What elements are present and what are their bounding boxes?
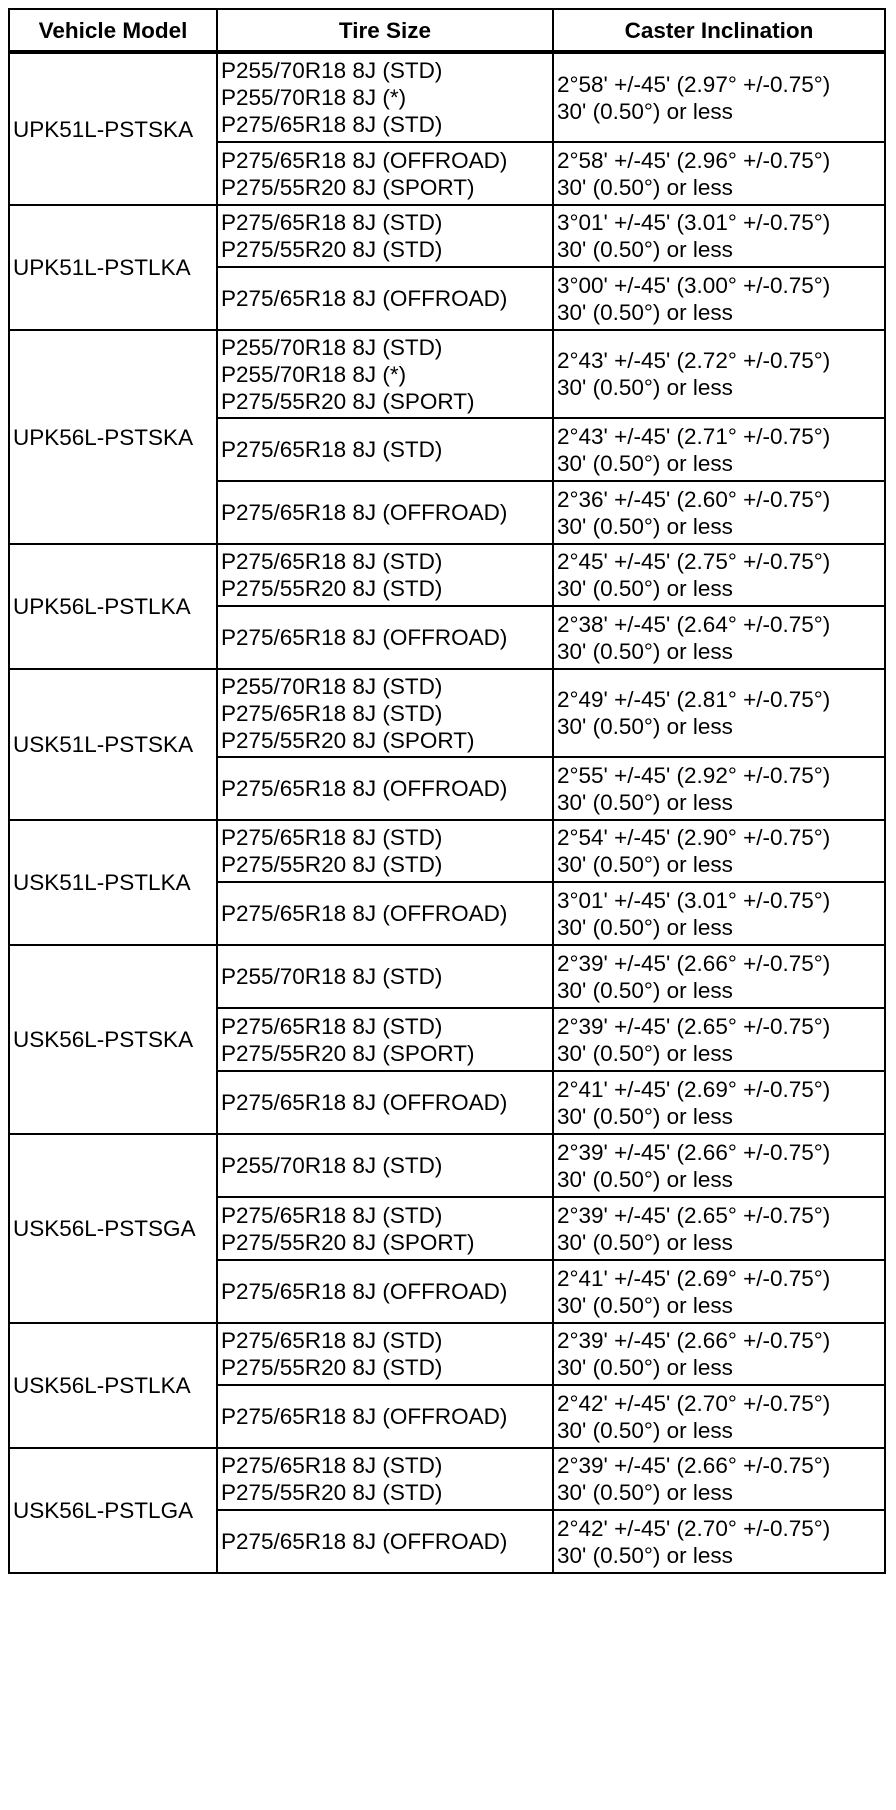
caster-inclination-cell [553,882,885,945]
tire-size-line: P275/65R18 8J (OFFROAD) [221,776,508,801]
caster-value-line: 2°49' +/-45' (2.81° +/-0.75°) [557,687,831,712]
tire-size-line: P255/70R18 8J (STD) [221,1153,443,1178]
caster-spec-table [8,8,886,1574]
header-tire-size: Tire Size [217,9,553,52]
tire-size-line: P275/55R20 8J (SPORT) [221,1229,475,1255]
caster-inclination-cell [553,52,885,142]
tire-size-line: P275/65R18 8J (STD) [221,1202,443,1228]
tire-size-line: P275/65R18 8J (STD) [221,1453,443,1478]
caster-inclination-cell [553,267,885,330]
tire-size-line: P275/65R18 8J (OFFROAD) [221,500,508,525]
tire-size-line: P255/70R18 8J (*) [221,361,407,387]
caster-inclination-cell [553,205,885,267]
tire-size-line: P255/70R18 8J (*) [221,85,407,110]
caster-value-line: 3°00' +/-45' (3.00° +/-0.75°) [557,272,831,298]
caster-tolerance-line: 30' (0.50°) or less [557,977,733,1003]
header-caster-inclination: Caster Inclination [553,9,885,52]
tire-size-line: P275/55R20 8J (STD) [221,1480,443,1505]
tire-size-line: P275/65R18 8J (STD) [221,1328,443,1353]
tire-size-cell [217,330,553,418]
vehicle-model-cell: USK56L-PSTSKA [9,945,217,1134]
caster-value-line: 2°54' +/-45' (2.90° +/-0.75°) [557,825,831,850]
tire-size-cell [217,882,553,945]
tire-size-line: P275/65R18 8J (STD) [221,437,443,462]
document-page [8,8,884,1574]
tire-size-cell [217,820,553,882]
caster-inclination-cell [553,757,885,820]
caster-tolerance-line: 30' (0.50°) or less [557,375,733,400]
caster-inclination-cell [553,1260,885,1323]
caster-value-line: 2°36' +/-45' (2.60° +/-0.75°) [557,486,831,512]
caster-value-line: 3°01' +/-45' (3.01° +/-0.75°) [557,210,831,235]
tire-size-cell [217,757,553,820]
tire-size-line: P275/55R20 8J (SPORT) [221,388,475,414]
tire-size-cell [217,544,553,606]
caster-value-line: 2°42' +/-45' (2.70° +/-0.75°) [557,1390,831,1416]
tire-size-line: P275/65R18 8J (STD) [221,825,443,850]
table-row [9,945,885,1008]
caster-tolerance-line: 30' (0.50°) or less [557,789,733,815]
tire-size-cell [217,1260,553,1323]
caster-value-line: 2°43' +/-45' (2.71° +/-0.75°) [557,423,831,449]
caster-tolerance-line: 30' (0.50°) or less [557,1292,733,1318]
tire-size-line: P275/55R20 8J (STD) [221,576,443,601]
caster-inclination-cell [553,544,885,606]
tire-size-line: P275/55R20 8J (SPORT) [221,1040,475,1066]
tire-size-line: P275/65R18 8J (STD) [221,549,443,574]
tire-size-cell [217,1071,553,1134]
caster-tolerance-line: 30' (0.50°) or less [557,914,733,940]
tire-size-cell [217,606,553,669]
caster-inclination-cell [553,1448,885,1510]
tire-size-line: P275/55R20 8J (STD) [221,1355,443,1380]
caster-inclination-cell [553,1008,885,1071]
tire-size-line: P275/55R20 8J (SPORT) [221,174,475,200]
tire-size-line: P275/55R20 8J (STD) [221,852,443,877]
caster-tolerance-line: 30' (0.50°) or less [557,450,733,476]
tire-size-line: P275/55R20 8J (STD) [221,237,443,262]
tire-size-line: P275/65R18 8J (OFFROAD) [221,147,508,173]
caster-inclination-cell [553,330,885,418]
caster-inclination-cell [553,1197,885,1260]
vehicle-model-cell: USK51L-PSTLKA [9,820,217,945]
table-row [9,330,885,418]
caster-value-line: 2°43' +/-45' (2.72° +/-0.75°) [557,348,831,373]
header-row [9,9,885,52]
caster-tolerance-line: 30' (0.50°) or less [557,1229,733,1255]
tire-size-cell [217,1008,553,1071]
caster-value-line: 3°01' +/-45' (3.01° +/-0.75°) [557,887,831,913]
vehicle-model-cell: USK56L-PSTSGA [9,1134,217,1323]
caster-inclination-cell [553,1385,885,1448]
caster-tolerance-line: 30' (0.50°) or less [557,1166,733,1192]
caster-value-line: 2°39' +/-45' (2.66° +/-0.75°) [557,1328,831,1353]
tire-size-line: P275/65R18 8J (OFFROAD) [221,1090,508,1115]
caster-value-line: 2°39' +/-45' (2.66° +/-0.75°) [557,1139,831,1165]
caster-tolerance-line: 30' (0.50°) or less [557,299,733,325]
tire-size-cell [217,52,553,142]
table-body [9,52,885,1573]
tire-size-line: P255/70R18 8J (STD) [221,58,443,83]
table-row [9,1134,885,1197]
tire-size-line: P255/70R18 8J (STD) [221,334,443,360]
caster-inclination-cell [553,1510,885,1573]
caster-inclination-cell [553,481,885,544]
tire-size-cell [217,1448,553,1510]
tire-size-line: P275/65R18 8J (OFFROAD) [221,1404,508,1429]
caster-inclination-cell [553,669,885,757]
caster-tolerance-line: 30' (0.50°) or less [557,513,733,539]
vehicle-model-cell: UPK51L-PSTSKA [9,52,217,205]
table-header [9,9,885,52]
tire-size-line: P275/55R20 8J (SPORT) [221,727,475,753]
tire-size-line: P255/70R18 8J (STD) [221,673,443,699]
caster-value-line: 2°39' +/-45' (2.65° +/-0.75°) [557,1202,831,1228]
caster-value-line: 2°39' +/-45' (2.65° +/-0.75°) [557,1013,831,1039]
caster-tolerance-line: 30' (0.50°) or less [557,852,733,877]
tire-size-line: P255/70R18 8J (STD) [221,964,443,989]
tire-size-line: P275/65R18 8J (OFFROAD) [221,901,508,926]
caster-inclination-cell [553,1071,885,1134]
tire-size-cell [217,267,553,330]
caster-tolerance-line: 30' (0.50°) or less [557,714,733,739]
caster-tolerance-line: 30' (0.50°) or less [557,638,733,664]
tire-size-cell [217,481,553,544]
caster-tolerance-line: 30' (0.50°) or less [557,237,733,262]
caster-value-line: 2°41' +/-45' (2.69° +/-0.75°) [557,1076,831,1102]
tire-size-line: P275/65R18 8J (OFFROAD) [221,1279,508,1304]
tire-size-cell [217,1134,553,1197]
caster-value-line: 2°41' +/-45' (2.69° +/-0.75°) [557,1265,831,1291]
caster-tolerance-line: 30' (0.50°) or less [557,1542,733,1568]
table-row [9,52,885,142]
table-row [9,544,885,606]
caster-tolerance-line: 30' (0.50°) or less [557,1355,733,1380]
caster-inclination-cell [553,1323,885,1385]
caster-value-line: 2°39' +/-45' (2.66° +/-0.75°) [557,1453,831,1478]
tire-size-cell [217,142,553,205]
tire-size-line: P275/65R18 8J (STD) [221,112,443,137]
tire-size-cell [217,1510,553,1573]
caster-tolerance-line: 30' (0.50°) or less [557,1417,733,1443]
tire-size-cell [217,945,553,1008]
tire-size-cell [217,1385,553,1448]
caster-value-line: 2°42' +/-45' (2.70° +/-0.75°) [557,1515,831,1541]
tire-size-line: P275/65R18 8J (OFFROAD) [221,625,508,650]
table-row [9,205,885,267]
caster-value-line: 2°45' +/-45' (2.75° +/-0.75°) [557,549,831,574]
vehicle-model-cell: USK56L-PSTLKA [9,1323,217,1448]
tire-size-cell [217,1197,553,1260]
caster-tolerance-line: 30' (0.50°) or less [557,1103,733,1129]
vehicle-model-cell: UPK56L-PSTLKA [9,544,217,669]
vehicle-model-cell: USK51L-PSTSKA [9,669,217,820]
table-row [9,669,885,757]
tire-size-line: P275/65R18 8J (STD) [221,1013,443,1039]
caster-value-line: 2°38' +/-45' (2.64° +/-0.75°) [557,611,831,637]
caster-value-line: 2°58' +/-45' (2.97° +/-0.75°) [557,71,831,97]
caster-inclination-cell [553,1134,885,1197]
tire-size-line: P275/65R18 8J (STD) [221,210,443,235]
table-row [9,820,885,882]
caster-tolerance-line: 30' (0.50°) or less [557,1040,733,1066]
table-row [9,1448,885,1510]
header-vehicle-model: Vehicle Model [9,9,217,52]
tire-size-cell [217,418,553,481]
caster-tolerance-line: 30' (0.50°) or less [557,576,733,601]
tire-size-line: P275/65R18 8J (OFFROAD) [221,286,508,311]
tire-size-cell [217,669,553,757]
tire-size-line: P275/65R18 8J (OFFROAD) [221,1529,508,1554]
caster-value-line: 2°55' +/-45' (2.92° +/-0.75°) [557,762,831,788]
caster-inclination-cell [553,820,885,882]
tire-size-line: P275/65R18 8J (STD) [221,700,443,726]
caster-tolerance-line: 30' (0.50°) or less [557,1480,733,1505]
caster-value-line: 2°58' +/-45' (2.96° +/-0.75°) [557,147,831,173]
caster-value-line: 2°39' +/-45' (2.66° +/-0.75°) [557,950,831,976]
caster-inclination-cell [553,606,885,669]
caster-tolerance-line: 30' (0.50°) or less [557,98,733,124]
vehicle-model-cell: UPK51L-PSTLKA [9,205,217,330]
table-row [9,1323,885,1385]
caster-inclination-cell [553,418,885,481]
tire-size-cell [217,1323,553,1385]
vehicle-model-cell: USK56L-PSTLGA [9,1448,217,1573]
caster-inclination-cell [553,945,885,1008]
vehicle-model-cell: UPK56L-PSTSKA [9,330,217,544]
caster-tolerance-line: 30' (0.50°) or less [557,174,733,200]
caster-inclination-cell [553,142,885,205]
tire-size-cell [217,205,553,267]
